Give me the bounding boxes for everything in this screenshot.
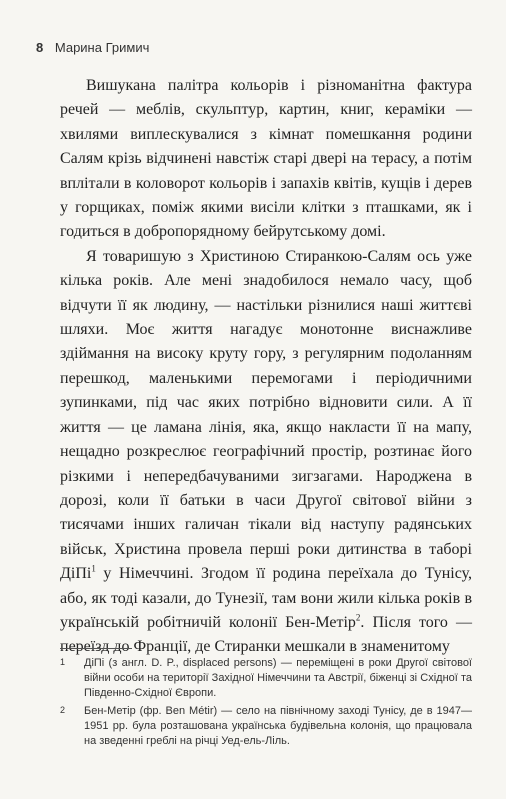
footnote-1 [60, 656, 472, 701]
paragraph-2-part-2: у Німеччині. Згодом її родина переїхала до Тунісу, або, як тоді казали, до Тунезії, там вони жили кілька років в українській робітничій колонії Бен-Метір [60, 565, 472, 631]
paragraph-1: Вишукана палітра кольорів і різноманітна фактура речей — меблів, скульптур, картин, книг, кераміки — хвилями виплескувалися з кімнат помешкання родини Салям крізь відчинені навстіж старі двері на терасу, а потім вплітали в коловорот кольорів і запахів квітів, кущів і дерев у горщиках, поміж якими висіли клітки з пташками, як і годиться в добропорядному бейрутському домі. [60, 77, 472, 241]
footnote-ref-1: 1 [91, 563, 96, 574]
footnote-ref-2: 2 [355, 612, 361, 623]
main-text [60, 74, 472, 660]
paragraph-2-part-1: Я товаришую з Христиною Стиранкою-Салям ось уже кілька років. Але мені знадобилося немало часу, щоб відчути її як людину, — настільки різнилися наші життєві шляхи. Моє життя нагадує монотонне виснажливе здіймання на високу круту гору, з регулярним подоланням перешкод, маленькими перемогами і періодичними зупинками, під час яких потрібно відновити сили. А її життя — це ламана лінія, яка, якщо накласти її на мапу, нещадно розкреслює географічний простір, розтинає його різкими і непередбачуваними зигзагами. Народжена в дорозі, коли її батьки в часи Другої світової війни з тисячами інших галичан тікали від наступу радянських військ, Христина провела перші роки дитинства в таборі ДіПі [60, 247, 472, 583]
footnote-1-text: ДіПі (з англ. D. P., displaced persons) — переміщені в роки Другої світової війни особи на території Західної Німеччини та Австрії, біженці зі Східної та Південно-Східної Європи. [84, 657, 472, 699]
footnote-2-text: Бен-Метір (фр. Ben Métir) — село на північному заході Тунісу, де в 1947—1951 рр. була розташована українська будівельна колонія, що працювала на зведенні греблі на річці Уед-ель-Ліль. [84, 705, 472, 747]
footnote-2 [60, 704, 472, 749]
footnotes [60, 656, 472, 752]
author-name: Марина Гримич [54, 40, 150, 55]
footnote-2-mark: 2 [60, 705, 66, 715]
running-header [36, 40, 149, 55]
page-number: 8 [36, 40, 44, 55]
footnote-divider [60, 648, 132, 649]
footnote-1-mark: 1 [60, 657, 66, 667]
paragraph-2 [60, 245, 472, 660]
paragraph-2-part-3: . Після того — переїзд до Франції, де Стиранки мешкали в знаменитому [60, 613, 472, 656]
